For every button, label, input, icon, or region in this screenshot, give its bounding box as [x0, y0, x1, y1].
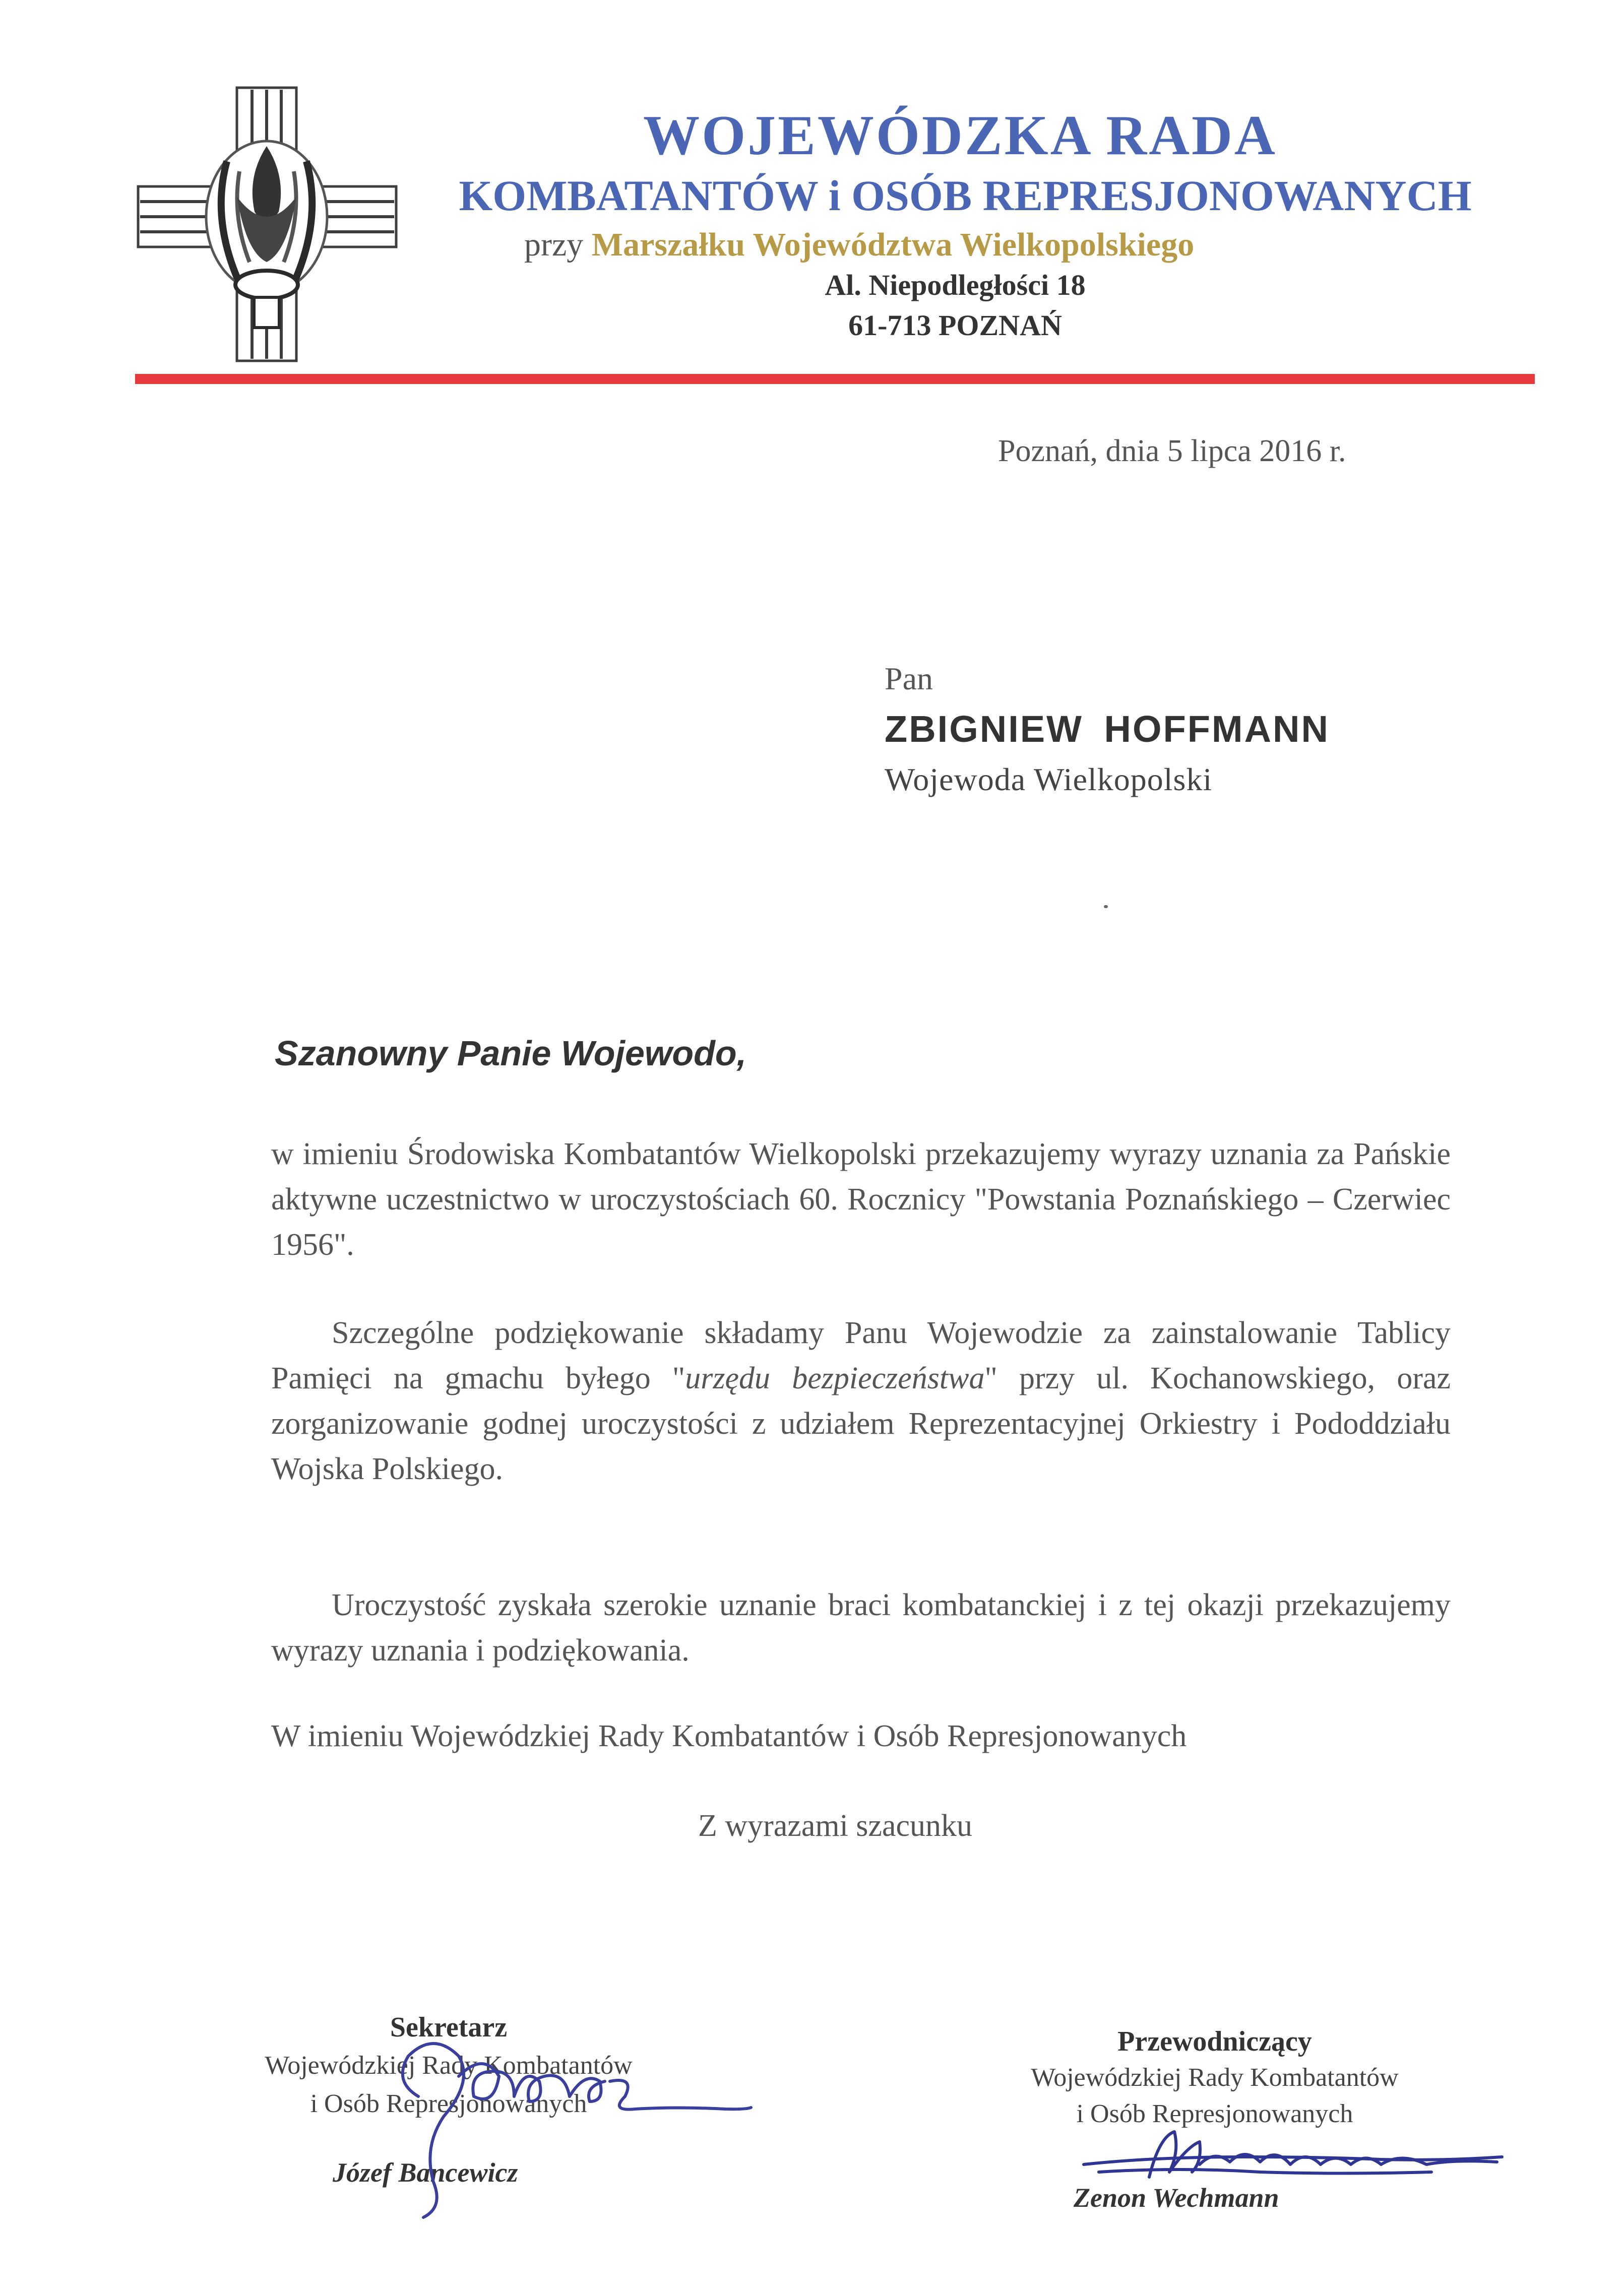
letter-salutation: Szanowny Panie Wojewodo,	[275, 1034, 747, 1073]
paragraph-2-text-start: Szczególne podziękowanie składamy Panu Wojewodzie za zainstalowanie Tablicy Pamięci na gmachu byłego "	[271, 1316, 1451, 1395]
body-paragraph-1: w imieniu Środowiska Kombatantów Wielkopolski przekazujemy wyrazy uznania za Pańskie aktywne uczestnictwo w uroczystościach 60. Rocznicy "Powstania Poznańskiego – Czerwiec 1956".	[271, 1137, 1451, 1262]
chairman-org-line-2: i Osób Represjonowanych	[1076, 2099, 1353, 2128]
recipient-prefix: Pan	[885, 661, 933, 696]
closing-phrase: Z wyrazami szacunku	[698, 1809, 972, 1843]
header-divider	[135, 374, 1535, 384]
scan-speck	[1104, 905, 1108, 908]
paragraph-2-italic-phrase: urzędu bezpieczeństwa	[685, 1361, 985, 1395]
secretary-org-line-2: i Osób Represjonowanych	[310, 2089, 587, 2118]
letter-date: Poznań, dnia 5 lipca 2016 r.	[998, 434, 1346, 468]
on-behalf-line: W imieniu Wojewódzkiej Rady Kombatantów i Osób Represjonowanych	[271, 1719, 1187, 1753]
organization-affiliation	[524, 226, 1194, 264]
chairman-org-line-1: Wojewódzkiej Rady Kombatantów	[1031, 2063, 1399, 2092]
signature-block-chairman	[983, 2023, 1447, 2132]
affiliation-prefix: przy	[524, 226, 584, 263]
address-city: 61-713 POZNAŃ	[848, 309, 1062, 342]
secretary-name: Józef Bancewicz	[333, 2157, 518, 2188]
body-paragraph-2	[271, 1310, 1451, 1492]
signature-block-secretary	[222, 2008, 675, 2123]
organization-title: WOJEWÓDZKA RADA	[643, 104, 1277, 167]
organization-subtitle: KOMBATANTÓW i OSÓB REPRESJONOWANYCH	[459, 171, 1472, 220]
chairman-title: Przewodniczący	[1117, 2026, 1312, 2057]
affiliation-name: Marszałku Województwa Wielkopolskiego	[591, 226, 1195, 263]
secretary-org-line-1: Wojewódzkiej Rady Kombatantów	[265, 2051, 633, 2080]
recipient-name: ZBIGNIEW HOFFMANN	[885, 708, 1330, 750]
address-street: Al. Niepodległości 18	[825, 269, 1086, 301]
cross-emblem-icon	[136, 86, 398, 363]
chairman-name: Zenon Wechmann	[1074, 2183, 1279, 2213]
recipient-role: Wojewoda Wielkopolski	[885, 761, 1213, 797]
paragraph-2-text-end: " przy ul. Kochanowskiego, oraz zorganizowanie godnej uroczystości z udziałem Reprezentacyjnej Orkiestry i Pododdziału Wojska Polskiego.	[271, 1361, 1451, 1486]
secretary-title: Sekretarz	[390, 2012, 508, 2043]
body-paragraph-3: Uroczystość zyskała szerokie uznanie braci kombatanckiej i z tej okazji przekazujemy wyrazy uznania i podziękowania.	[271, 1588, 1451, 1668]
